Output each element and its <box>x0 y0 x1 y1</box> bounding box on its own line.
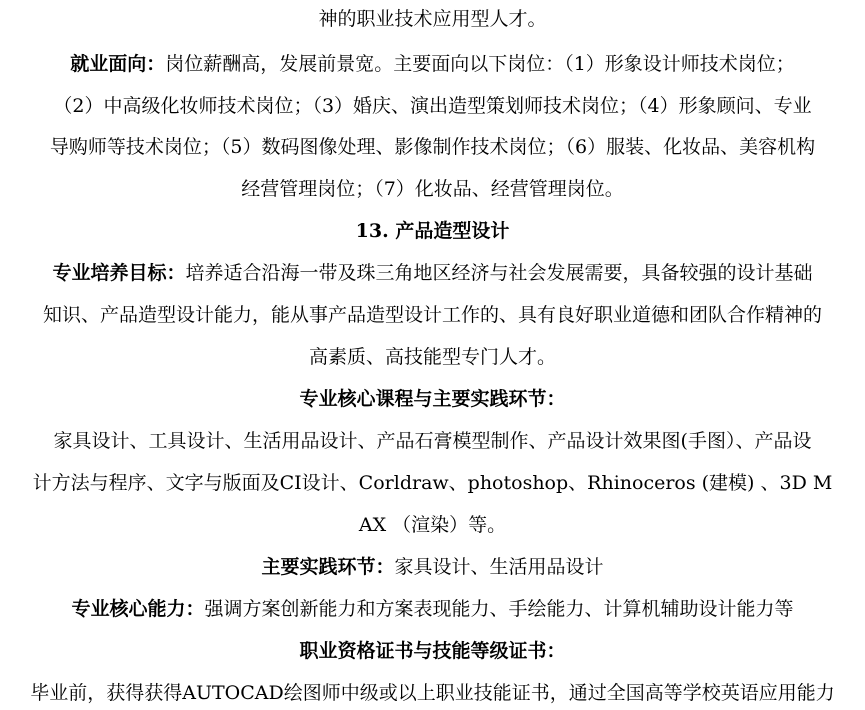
training-goal-label: 专业培养目标： <box>52 262 186 284</box>
line-text: 高素质、高技能型专门人才。 <box>308 346 556 368</box>
line-text: 强调方案创新能力和方案表现能力、手绘能力、计算机辅助设计能力等 <box>204 598 794 620</box>
line-text: （2）中高级化妆师技术岗位；（3）婚庆、演出造型策划师技术岗位；（4）形象顾问、专业 <box>53 95 812 117</box>
paragraph-line <box>0 2 865 36</box>
line-text: 毕业前，获得获得AUTOCAD绘图师中级或以上职业技能证书，通过全国高等学校英语应用能力 <box>30 682 835 704</box>
certificate-heading <box>0 634 865 668</box>
section-heading <box>0 214 865 248</box>
line-text: 培养适合沿海一带及珠三角地区经济与社会发展需要，具备较强的设计基础 <box>185 262 813 284</box>
paragraph-line <box>0 424 865 458</box>
paragraph-line <box>0 172 865 206</box>
paragraph-line <box>0 298 865 332</box>
line-text: 家具设计、工具设计、生活用品设计、产品石膏模型制作、产品设计效果图(手图）、产品设 <box>53 430 812 452</box>
paragraph-line <box>0 466 865 500</box>
employment-paragraph-line <box>0 47 865 81</box>
core-courses-heading <box>0 382 865 416</box>
line-text: 家具设计、生活用品设计 <box>394 556 604 578</box>
line-text: AX （渲染）等。 <box>358 514 507 536</box>
core-ability-label: 专业核心能力： <box>71 598 205 620</box>
paragraph-line <box>0 130 865 164</box>
line-text: 计方法与程序、文字与版面及CI设计、Corldraw、photoshop、Rhinoceros (建模) 、3D M <box>32 472 833 494</box>
employment-label: 就业面向： <box>70 53 166 75</box>
line-text: 导购师等技术岗位；（5）数码图像处理、影像制作技术岗位；（6）服装、化妆品、美容机构 <box>49 136 816 158</box>
paragraph-line <box>0 89 865 123</box>
heading-text: 职业资格证书与技能等级证书： <box>299 640 566 662</box>
training-goal-line <box>0 256 865 290</box>
line-text: 神的职业技术应用型人才。 <box>318 8 547 30</box>
core-ability-line <box>0 592 865 626</box>
line-text: 知识、产品造型设计能力，能从事产品造型设计工作的、具有良好职业道德和团队合作精神的 <box>42 304 822 326</box>
practice-line <box>0 550 865 584</box>
paragraph-line <box>0 508 865 542</box>
line-text: 岗位薪酬高，发展前景宽。主要面向以下岗位：（1）形象设计师技术岗位； <box>165 53 795 75</box>
section-title: 13. 产品造型设计 <box>355 220 510 242</box>
line-text: 经营管理岗位；（7）化妆品、经营管理岗位。 <box>241 178 624 200</box>
practice-label: 主要实践环节： <box>261 556 395 578</box>
paragraph-line <box>0 676 865 710</box>
heading-text: 专业核心课程与主要实践环节： <box>299 388 566 410</box>
paragraph-line <box>0 340 865 374</box>
